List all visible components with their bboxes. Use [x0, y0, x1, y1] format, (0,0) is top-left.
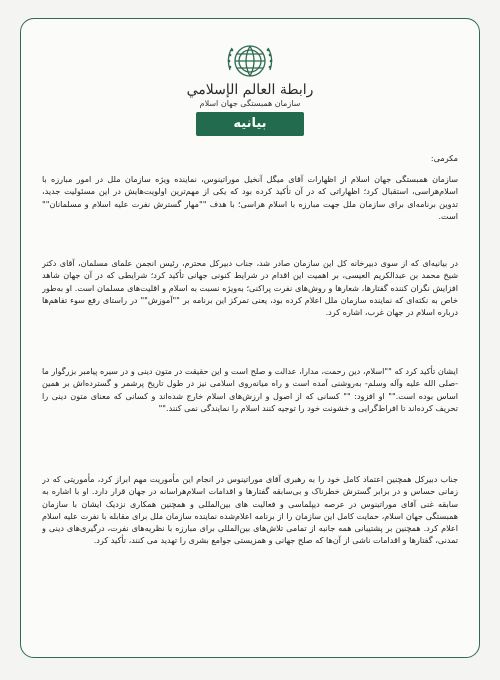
- salutation: مکرمی:: [430, 153, 458, 163]
- organization-persian-name: سازمان همبستگی جهان اسلام: [199, 99, 301, 108]
- organization-arabic-name: رابطة العالم الإسلامي: [186, 82, 314, 98]
- statement-body: [42, 152, 458, 643]
- paragraph-4: جناب دبیرکل همچنین اعتماد کامل خود را به رهبری آقای موراتینوس در انجام این مأموریت مهم ابراز کرد، مأموریتی که در زمانی حساس و در برابر گسترش خطرناک و بی‌سابقه گفتارها و اقدامات اسلام‌هراسانه در جهان قرار دارد. او با اشاره به سابقه غنی آقای موراتینوس در عرصه دیپلماسی و فعالیت های بین‌المللی و همچنین همکاری نزدیک ایشان با سازمان همبستگی جهان اسلام، حمایت کامل این سازمان را از برنامه اعلام‌شده نماینده سازمان ملل برای مقابله با نفرت علیه اسلام اعلام کرد. همچنین بر پشتیبانی همه جانبه از تمامی تلاش‌های بین‌المللی برای مبارزه با نظریه‌های نفرت، درگیری‌های دینی و تمدنی، گفتارها و اقدامات ناشی از آن‌ها که صلح جهانی و همزیستی جوامع بشری را تهدید می کنند، تأکید کرد.: [42, 474, 458, 546]
- statement-banner: بیانیه: [196, 112, 304, 136]
- paragraph-3: ایشان تأکید کرد که ""اسلام، دین رحمت، مدارا، عدالت و صلح است و این حقیقت در متون دینی و در سیره پیامبر بزرگوار ما -صلی الله علیه وآله وسلم- به‌روشنی آمده است و راه میانه‌روی اسلامی نیز در طول تاریخ پرشمر و گسترده‌اش بر همین اساس بوده است."" او افزود: "" کسانی که از اصول و ارزش‌های اسلام خارج شده‌اند و کسانی که معنای متون دینی را تحریف کرده‌اند تا افراط‌گرایی و خشونت خود را توجیه کنند اسلام را نمایندگی نمی کنند."": [42, 366, 458, 413]
- emblem-icon: [224, 40, 276, 80]
- paragraph-2: در بیانیه‌ای که از سوی دبیرخانه کل این سازمان صادر شد، جناب دبیرکل محترم، رئیس انجمن علمای مسلمان، آقای دکتر شیخ محمد بن عبدالکریم العیسی، بر اهمیت این اقدام در شرایط کنونی جهانی تأکید کرد؛ شرایطی که در آن جهان شاهد افزایش نگران کننده گفتارها، شعارها و روش‌های نفرت پراکنی؛ به‌ویژه نسبت به اسلام و اقلیت‌های مسلمان است. او به‌طور خاص به نکته‌ای که نماینده سازمان ملل اعلام کرده بود، یعنی تمرکز این برنامه بر ""آموزش"" در راستای رفع سوء تفاهم‌ها درباره اسلام در جهان غرب، اشاره کرد.: [42, 258, 458, 318]
- paragraph-1: سازمان همبستگی جهان اسلام از اظهارات آقای میگل آنخیل موراتینوس، نماینده ویژه سازمان ملل در امور مبارزه با اسلام‌هراسی، استقبال کرد؛ اظهاراتی که در آن تأکید کرده بود که یکی از مهم‌ترین اولویت‌هایش در این مسئولیت جدید، تدوین برنامه‌ای برای سازمان ملل جهت مبارزه با اسلام هراسی؛ با هدف ""مهار گسترش نفرت علیه اسلام و مسلمانان"" است.: [42, 174, 458, 221]
